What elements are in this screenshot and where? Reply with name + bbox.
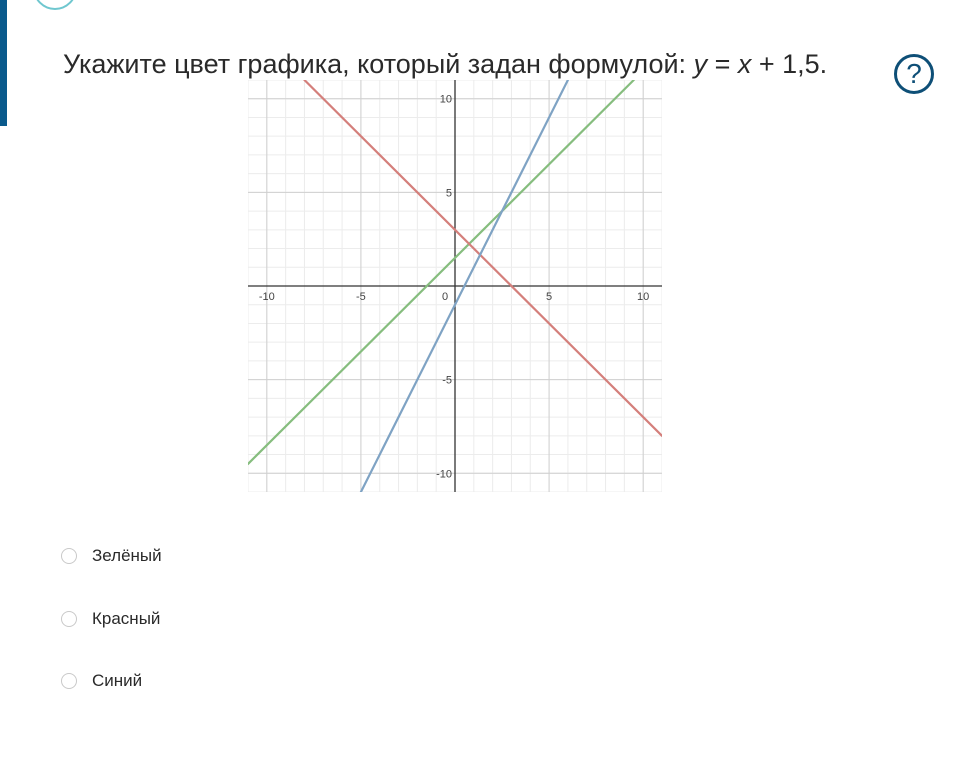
x-tick-label: 0 <box>441 291 449 303</box>
x-tick-label: 10 <box>637 291 650 303</box>
x-tick-label: -10 <box>258 291 275 303</box>
x-tick-label: 5 <box>546 291 553 303</box>
question-text <box>63 44 827 84</box>
series-line-green <box>248 80 634 464</box>
radio-button[interactable] <box>61 548 77 564</box>
question-icon: ? <box>906 58 922 89</box>
radio-button[interactable] <box>61 673 77 689</box>
option-red[interactable] <box>61 601 162 637</box>
option-label: Синий <box>92 671 143 690</box>
graph <box>248 80 662 492</box>
question-var-x: x <box>737 49 752 79</box>
y-tick-label: -5 <box>442 374 452 387</box>
series-line-red <box>304 80 662 436</box>
question-var-y: y <box>693 49 708 79</box>
x-tick-label: -5 <box>356 291 366 303</box>
help-button[interactable] <box>894 54 934 94</box>
option-green[interactable] <box>61 538 162 574</box>
question-equals: = <box>707 49 738 79</box>
option-label: Зелёный <box>92 546 162 565</box>
graph-svg <box>248 80 662 492</box>
answer-options <box>61 538 162 726</box>
question-prefix: Укажите цвет графика, который задан формулой: <box>63 49 694 79</box>
option-blue[interactable] <box>61 663 162 699</box>
y-tick-label: 10 <box>439 93 452 106</box>
question-suffix: + 1,5. <box>751 49 828 79</box>
question-number-circle <box>33 0 77 10</box>
option-label: Красный <box>92 608 161 628</box>
radio-button[interactable] <box>61 611 77 627</box>
y-tick-label: 5 <box>445 187 452 200</box>
left-accent-bar <box>0 0 7 126</box>
y-tick-label: -10 <box>436 468 452 481</box>
